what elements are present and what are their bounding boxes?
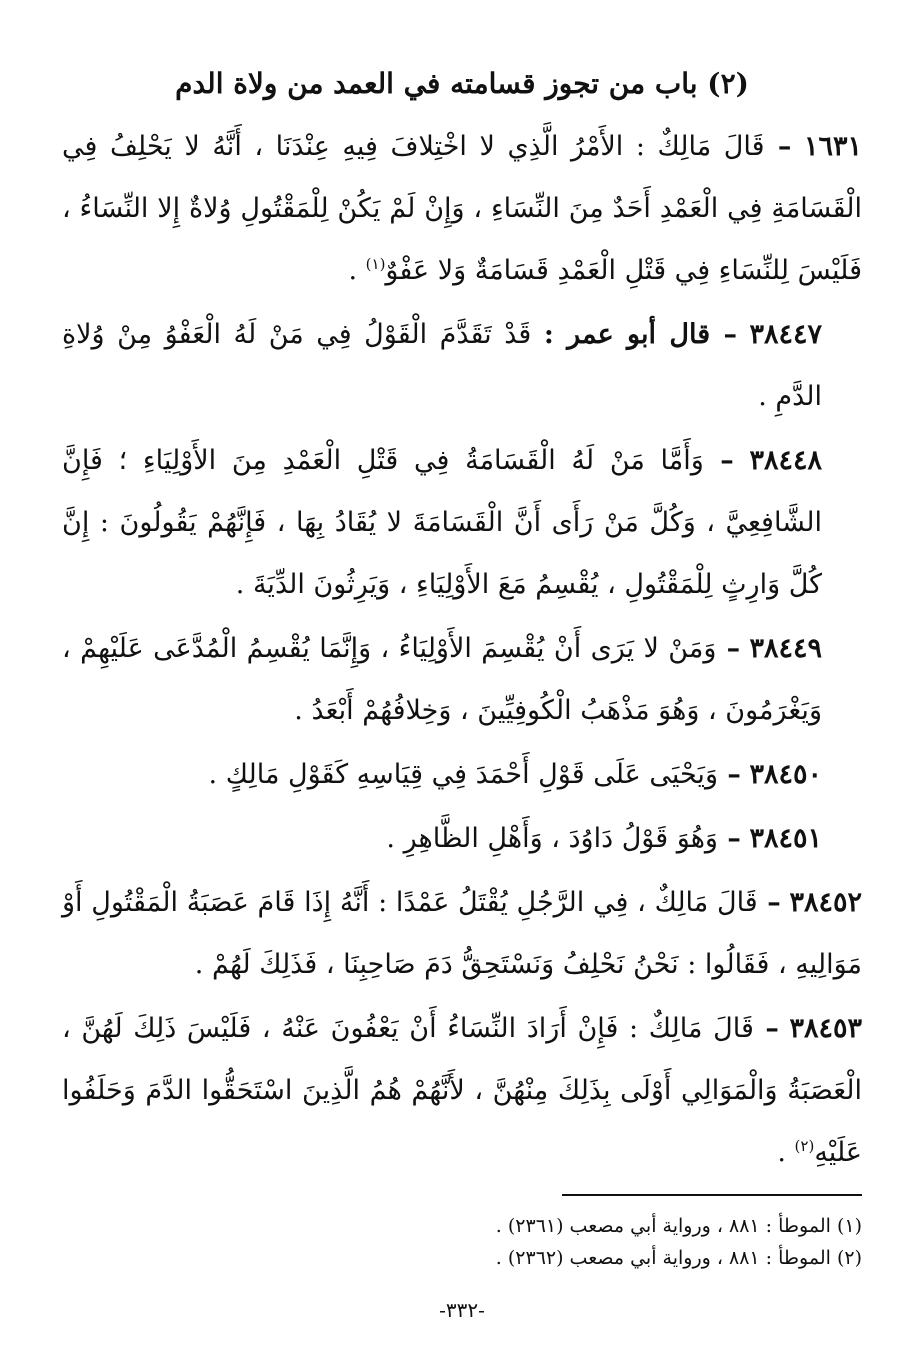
chapter-title: (٢) باب من تجوز قسامته في العمد من ولاة الدم <box>175 67 749 100</box>
paragraph-number: ٣٨٤٥٣ <box>789 1013 862 1044</box>
page-number: -٣٣٢- <box>439 1298 485 1322</box>
paragraph-text: قَدْ تَقَدَّمَ الْقَوْلُ فِي مَنْ لَهُ الْعَفْوُ مِنْ وُلاةِ الدَّمِ <box>62 319 822 412</box>
paragraph-number: ٣٨٤٤٨ <box>749 445 822 476</box>
footnote-ref: (١) <box>365 255 386 273</box>
paragraph-text: وَهُوَ قَوْلُ دَاوُدَ ، وَأَهْلِ الظَّاهِرِ <box>403 823 718 854</box>
paragraph-38452: ٣٨٤٥٢ – قَالَ مَالِكٌ ، فِي الرَّجُلِ يُقْتَلُ عَمْدًا : أَنَّهُ إِذَا قَامَ عَصَبَةُ الْمَقْتُولِ أَوْ مَوَالِيهِ ، فَقَالُوا : نَحْنُ نَحْلِفُ وَنَسْتَحِقُّ دَمَ صَاحِبِنَا ، فَذَلِكَ لَهُمْ . <box>62 887 863 980</box>
footnote-2: (٢) الموطأ : ٨٨١ ، ورواية أبي مصعب (٢٣٦٢) . <box>495 1247 862 1269</box>
footnote-1: (١) الموطأ : ٨٨١ ، ورواية أبي مصعب (٢٣٦١) . <box>495 1215 862 1237</box>
footnote-divider <box>562 1194 862 1196</box>
paragraph-1631: ١٦٣١ – قَالَ مَالِكٌ : الأَمْرُ الَّذِي لا اخْتِلافَ فِيهِ عِنْدَنَا ، أَنَّهُ لا يَحْلِفُ فِي الْقَسَامَةِ فِي الْعَمْدِ أَحَدٌ مِنَ النِّسَاءِ ، وَإِنْ لَمْ يَكُنْ لِلْمَقْتُولِ وُلاةٌ إِلا النِّسَاءُ ، فَلَيْسَ لِلنِّسَاءِ فِي قَتْلِ الْعَمْدِ قَسَامَةٌ وَلا عَفْوٌ$^{(١)}$ . <box>62 131 862 286</box>
paragraph-38449: ٣٨٤٤٩ – وَمَنْ لا يَرَى أَنْ يُقْسِمَ الأَوْلِيَاءُ ، وَإِنَّمَا يُقْسِمُ الْمُدَّعَى عَلَيْهِمْ ، وَيَغْرَمُونَ ، وَهُوَ مَذْهَبُ الْكُوفِيِّينَ ، وَخِلافُهُمْ أَبْعَدُ . <box>62 633 822 726</box>
paragraph-38448: ٣٨٤٤٨ – وَأَمَّا مَنْ لَهُ الْقَسَامَةُ فِي قَتْلِ الْعَمْدِ مِنَ الأَوْلِيَاءِ ؛ فَإِنَّ الشَّافِعِيَّ ، وَكُلَّ مَنْ رَأَى أَنَّ الْقَسَامَةَ لا يُقَادُ بِهَا ، فَإِنَّهُمْ يَقُولُونَ : إِنَّ كُلَّ وَارِثٍ لِلْمَقْتُولِ ، يُقْسِمُ مَعَ الأَوْلِيَاءِ ، وَيَرِثُونَ الدِّيَةَ . <box>62 445 822 600</box>
paragraph-38447: ٣٨٤٤٧ – قال أبو عمر : قَدْ تَقَدَّمَ الْقَوْلُ فِي مَنْ لَهُ الْعَفْوُ مِنْ وُلاةِ الدَّمِ . <box>62 319 822 412</box>
speaker-label: قال أبو عمر : <box>543 319 711 350</box>
paragraph-38450: ٣٨٤٥٠ – وَيَحْيَى عَلَى قَوْلِ أَحْمَدَ فِي قِيَاسِهِ كَقَوْلِ مَالِكٍ . <box>208 759 822 790</box>
paragraph-38453: ٣٨٤٥٣ – قَالَ مَالِكٌ : فَإِنْ أَرَادَ النِّسَاءُ أَنْ يَعْفُونَ عَنْهُ ، فَلَيْسَ ذَلِكَ لَهُنَّ ، الْعَصَبَةُ وَالْمَوَالِي أَوْلَى بِذَلِكَ مِنْهُنَّ ، لأَنَّهُمْ هُمُ الَّذِينَ اسْتَحَقُّوا الدَّمَ وَحَلَفُوا عَلَيْهِ$^{(٢)}$ . <box>62 1013 862 1168</box>
paragraph-text: وَأَمَّا مَنْ لَهُ الْقَسَامَةُ فِي قَتْلِ الْعَمْدِ مِنَ الأَوْلِيَاءِ ؛ فَإِنَّ الشَّافِعِيَّ ، وَكُلَّ مَنْ رَأَى أَنَّ الْقَسَامَةَ لا يُقَادُ بِهَا ، فَإِنَّهُمْ يَقُولُونَ : إِنَّ كُلَّ وَارِثٍ لِلْمَقْتُولِ ، يُقْسِمُ مَعَ الأَوْلِيَاءِ ، وَيَرِثُونَ الدِّيَةَ <box>62 445 822 600</box>
paragraph-text: وَمَنْ لا يَرَى أَنْ يُقْسِمَ الأَوْلِيَاءُ ، وَإِنَّمَا يُقْسِمُ الْمُدَّعَى عَلَيْهِمْ ، وَيَغْرَمُونَ ، وَهُوَ مَذْهَبُ الْكُوفِيِّينَ ، وَخِلافُهُمْ أَبْعَدُ <box>62 633 822 726</box>
footnote-ref: (٢) <box>794 1137 815 1155</box>
paragraph-text: قَالَ مَالِكٌ ، فِي الرَّجُلِ يُقْتَلُ عَمْدًا : أَنَّهُ إِذَا قَامَ عَصَبَةُ الْمَقْتُولِ أَوْ مَوَالِيهِ ، فَقَالُوا : نَحْنُ نَحْلِفُ وَنَسْتَحِقُّ دَمَ صَاحِبِنَا ، فَذَلِكَ لَهُمْ <box>62 887 862 980</box>
paragraph-text: قَالَ مَالِكٌ : الأَمْرُ الَّذِي لا اخْتِلافَ فِيهِ عِنْدَنَا ، أَنَّهُ لا يَحْلِفُ فِي الْقَسَامَةِ فِي الْعَمْدِ أَحَدٌ مِنَ النِّسَاءِ ، وَإِنْ لَمْ يَكُنْ لِلْمَقْتُولِ وُلاةٌ إِلا النِّسَاءُ ، فَلَيْسَ لِلنِّسَاءِ فِي قَتْلِ الْعَمْدِ قَسَامَةٌ وَلا عَفْوٌ <box>62 131 862 286</box>
paragraph-number: ٣٨٤٥١ <box>749 823 822 854</box>
paragraph-text: وَيَحْيَى عَلَى قَوْلِ أَحْمَدَ فِي قِيَاسِهِ كَقَوْلِ مَالِكٍ <box>225 759 718 790</box>
book-page <box>62 60 862 1350</box>
paragraph-number: ٣٨٤٥٢ <box>789 887 863 918</box>
paragraph-38451: ٣٨٤٥١ – وَهُوَ قَوْلُ دَاوُدَ ، وَأَهْلِ الظَّاهِرِ . <box>386 823 822 854</box>
paragraph-text: قَالَ مَالِكٌ : فَإِنْ أَرَادَ النِّسَاءُ أَنْ يَعْفُونَ عَنْهُ ، فَلَيْسَ ذَلِكَ لَهُنَّ ، الْعَصَبَةُ وَالْمَوَالِي أَوْلَى بِذَلِكَ مِنْهُنَّ ، لأَنَّهُمْ هُمُ الَّذِينَ اسْتَحَقُّوا الدَّمَ وَحَلَفُوا عَلَيْهِ <box>62 1013 862 1168</box>
paragraph-number: ١٦٣١ <box>803 131 862 162</box>
paragraph-number: ٣٨٤٤٧ <box>749 319 822 350</box>
paragraph-number: ٣٨٤٤٩ <box>749 633 822 664</box>
paragraph-number: ٣٨٤٥٠ <box>749 759 822 790</box>
